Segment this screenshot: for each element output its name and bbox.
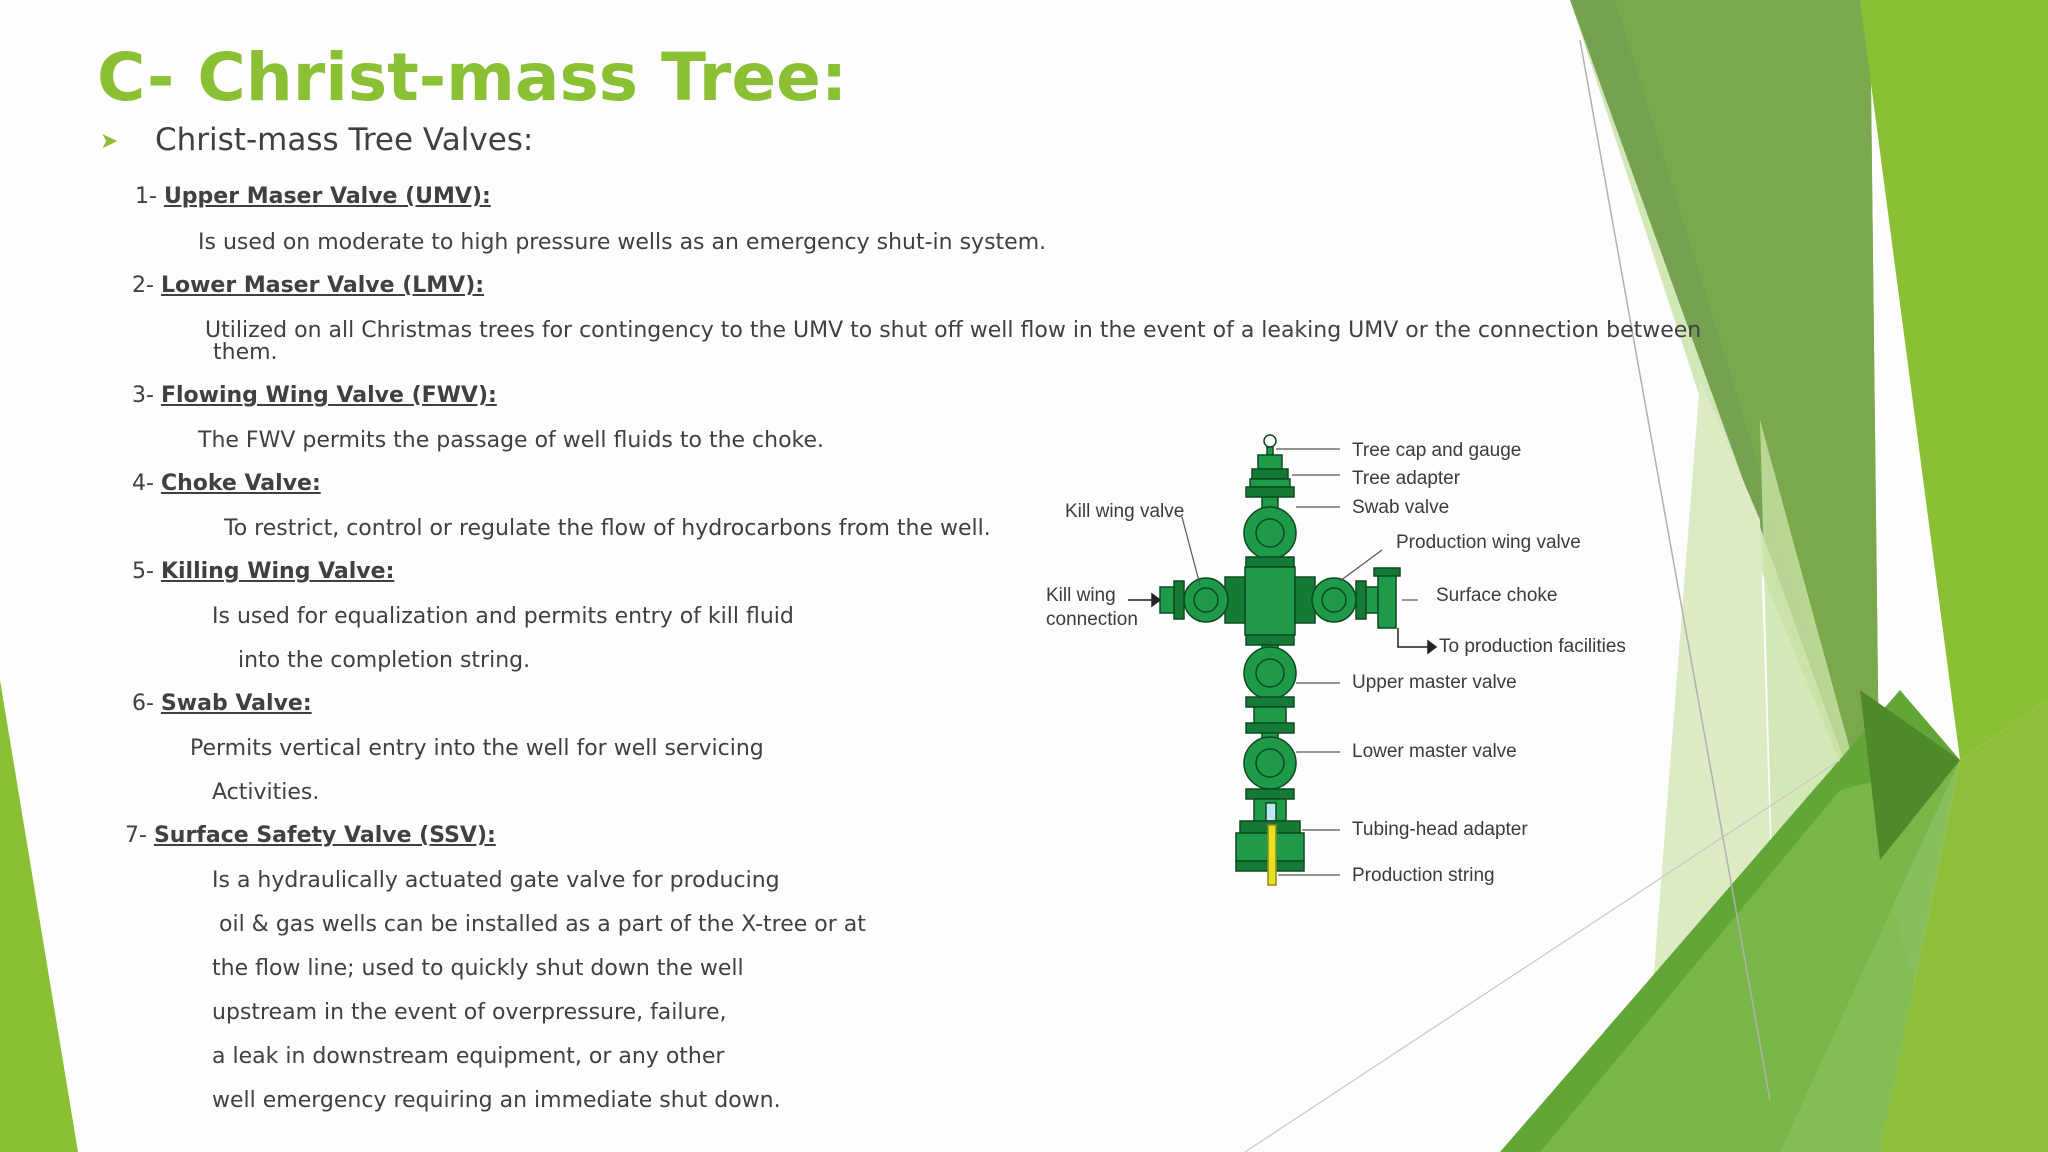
label-production-string: Production string bbox=[1352, 865, 1495, 886]
item-desc-ssv-line5: a leak in downstream equipment, or any other bbox=[212, 1044, 725, 1069]
item-desc-ssv-line4: upstream in the event of overpressure, failure, bbox=[212, 1000, 727, 1025]
item-desc-kill-wing-line2: into the completion string. bbox=[238, 648, 531, 673]
item-heading-ssv bbox=[125, 823, 496, 848]
item-desc-ssv-line3: the flow line; used to quickly shut down the well bbox=[212, 956, 744, 981]
slide-title: C- Christ-mass Tree: bbox=[97, 39, 848, 116]
item-title: Upper Maser Valve (UMV): bbox=[163, 184, 491, 209]
item-desc-ssv-line2: oil & gas wells can be installed as a part of the X-tree or at bbox=[212, 912, 866, 937]
item-desc-swab-line1: Permits vertical entry into the well for well servicing bbox=[190, 736, 764, 761]
item-desc-lmv-line2: them. bbox=[213, 340, 278, 365]
label-lower-master: Lower master valve bbox=[1352, 741, 1517, 762]
label-tree-cap: Tree cap and gauge bbox=[1352, 440, 1522, 461]
item-desc-umv: Is used on moderate to high pressure wells as an emergency shut-in system. bbox=[198, 230, 1047, 255]
item-desc-swab-line2: Activities. bbox=[212, 780, 320, 805]
label-surface-choke: Surface choke bbox=[1436, 585, 1558, 606]
item-heading-choke bbox=[132, 471, 321, 496]
label-tubing-head: Tubing-head adapter bbox=[1352, 819, 1528, 840]
label-to-production: To production facilities bbox=[1439, 636, 1626, 657]
item-number: 2- bbox=[132, 273, 161, 298]
label-kill-wing-connection-1: Kill wing bbox=[1046, 585, 1116, 606]
bullet-text: Christ-mass Tree Valves: bbox=[155, 122, 534, 158]
item-number: 3- bbox=[132, 383, 161, 408]
item-title: Killing Wing Valve: bbox=[160, 559, 395, 584]
item-desc-ssv-line6: well emergency requiring an immediate shut down. bbox=[212, 1088, 781, 1113]
item-desc-ssv-line1: Is a hydraulically actuated gate valve for producing bbox=[212, 868, 780, 893]
label-upper-master: Upper master valve bbox=[1352, 672, 1517, 693]
christmas-tree-diagram bbox=[1040, 425, 1640, 895]
label-tree-adapter: Tree adapter bbox=[1352, 468, 1461, 489]
item-desc-choke: To restrict, control or regulate the flow of hydrocarbons from the well. bbox=[224, 516, 991, 541]
item-desc-lmv-line1: Utilized on all Christmas trees for contingency to the UMV to shut off well flow in the event of a leaking UMV or the connection between bbox=[205, 318, 1702, 343]
label-swab-valve: Swab valve bbox=[1352, 497, 1450, 518]
item-number: 5- bbox=[132, 559, 161, 584]
item-title: Choke Valve: bbox=[160, 471, 321, 496]
item-heading-fwv bbox=[132, 383, 497, 408]
bullet-christmas-tree-valves bbox=[100, 122, 533, 158]
item-heading-umv bbox=[135, 184, 491, 209]
item-heading-lmv bbox=[132, 273, 484, 298]
item-number: 6- bbox=[132, 691, 161, 716]
item-heading-kill-wing bbox=[132, 559, 394, 584]
label-kill-wing-connection-2: connection bbox=[1046, 609, 1138, 630]
item-title: Surface Safety Valve (SSV): bbox=[153, 823, 496, 848]
label-kill-wing-valve: Kill wing valve bbox=[1065, 501, 1185, 522]
item-number: 7- bbox=[125, 823, 154, 848]
arrow-bullet-icon: ➤ bbox=[100, 129, 119, 154]
item-desc-kill-wing-line1: Is used for equalization and permits entry of kill fluid bbox=[212, 604, 794, 629]
item-number: 1- bbox=[135, 184, 164, 209]
item-number: 4- bbox=[132, 471, 161, 496]
item-title: Swab Valve: bbox=[160, 691, 312, 716]
item-title: Flowing Wing Valve (FWV): bbox=[160, 383, 497, 408]
item-title: Lower Maser Valve (LMV): bbox=[160, 273, 485, 298]
item-desc-fwv: The FWV permits the passage of well fluids to the choke. bbox=[198, 428, 825, 453]
item-heading-swab bbox=[132, 691, 312, 716]
label-production-wing-valve: Production wing valve bbox=[1396, 532, 1581, 553]
